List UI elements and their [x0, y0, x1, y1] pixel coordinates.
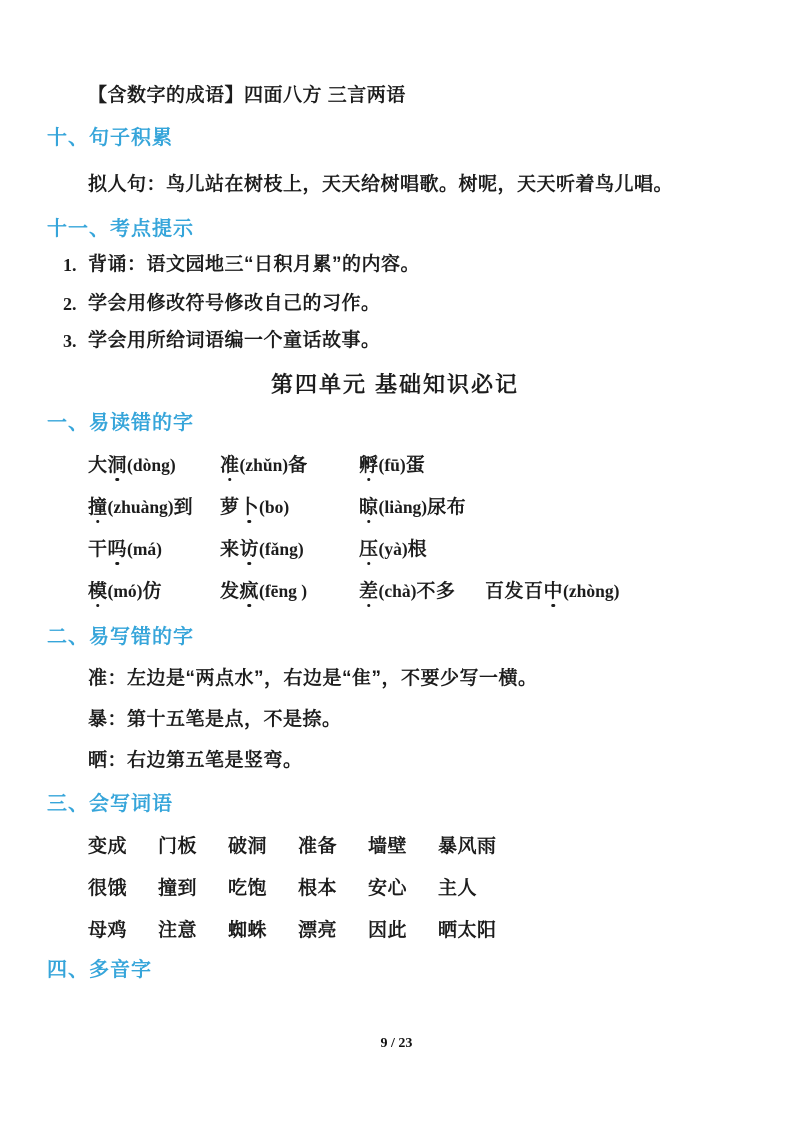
misread-word-row — [88, 453, 743, 478]
misread-word: 发疯(fēng ) — [220, 581, 308, 602]
item-text: 背诵：语文园地三“日积月累”的内容。 — [88, 254, 421, 275]
item-text: 学会用修改符号修改自己的习作。 — [88, 293, 381, 314]
idiom-line: 【含数字的成语】四面八方 三言两语 — [88, 85, 406, 106]
misread-word: 晾(liàng)尿布 — [359, 497, 467, 518]
misread-word: 孵(fū)蛋 — [359, 455, 426, 476]
misread-word: 模(mó)仿 — [88, 581, 163, 602]
word-cell: 门板 — [158, 836, 198, 857]
item-number: 2. — [63, 294, 77, 314]
word-grid-row — [88, 877, 743, 901]
word-cell: 暴风雨 — [438, 836, 497, 857]
miswritten-note: 暴：第十五笔是点，不是捺。 — [88, 709, 342, 730]
unit-title: 第四单元 基础知识必记 — [270, 372, 520, 397]
word-cell: 蜘蛛 — [228, 920, 268, 941]
word-grid-row — [88, 835, 743, 859]
section-heading-writable-words: 三、会写词语 — [47, 793, 173, 815]
misread-word: 百发百中(zhòng) — [485, 581, 620, 602]
word-cell: 晒太阳 — [438, 920, 497, 941]
word-cell: 撞到 — [158, 878, 198, 899]
word-cell: 因此 — [368, 920, 408, 941]
word-cell: 主人 — [438, 878, 478, 899]
miswritten-note: 准：左边是“两点水”，右边是“隹”，不要少写一横。 — [88, 668, 538, 689]
word-cell: 准备 — [298, 836, 338, 857]
misread-word-row — [88, 579, 743, 604]
word-cell: 安心 — [368, 878, 408, 899]
word-cell: 墙壁 — [368, 836, 408, 857]
misread-word: 萝卜(bo) — [220, 497, 290, 518]
word-cell: 母鸡 — [88, 920, 128, 941]
section-heading-exam-points: 十一、考点提示 — [47, 218, 194, 240]
word-cell: 吃饱 — [228, 878, 268, 899]
word-cell: 注意 — [158, 920, 198, 941]
word-cell: 漂亮 — [298, 920, 338, 941]
word-cell: 根本 — [298, 878, 338, 899]
section-heading-misread-characters: 一、易读错的字 — [47, 412, 194, 434]
exam-point-item — [63, 253, 743, 277]
personification-sentence: 拟人句：鸟儿站在树枝上，天天给树唱歌。树呢，天天听着鸟儿唱。 — [88, 174, 674, 195]
word-grid-row — [88, 919, 743, 943]
item-number: 3. — [63, 331, 77, 351]
misread-word: 干吗(má) — [88, 539, 163, 560]
word-cell: 破洞 — [228, 836, 268, 857]
word-cell: 很饿 — [88, 878, 128, 899]
item-number: 1. — [63, 255, 77, 275]
misread-word: 准(zhǔn)备 — [220, 455, 308, 476]
misread-word: 差(chà)不多 — [359, 581, 456, 602]
misread-word: 大洞(dòng) — [88, 455, 176, 476]
section-heading-miswritten-characters: 二、易写错的字 — [47, 626, 194, 648]
page-number: 9 / 23 — [380, 1036, 413, 1051]
exam-point-item — [63, 329, 743, 353]
misread-word: 来访(fǎng) — [220, 539, 304, 560]
exam-point-item — [63, 292, 743, 316]
misread-word-row — [88, 537, 743, 562]
section-heading-sentence-accumulation: 十、句子积累 — [47, 127, 173, 149]
item-text: 学会用所给词语编一个童话故事。 — [88, 330, 381, 351]
misread-word: 压(yà)根 — [359, 539, 428, 560]
misread-word-row — [88, 495, 743, 520]
miswritten-note: 晒：右边第五笔是竖弯。 — [88, 750, 303, 771]
misread-word: 撞(zhuàng)到 — [88, 497, 194, 518]
section-heading-polyphonic-characters: 四、多音字 — [47, 959, 152, 981]
word-cell: 变成 — [88, 836, 128, 857]
